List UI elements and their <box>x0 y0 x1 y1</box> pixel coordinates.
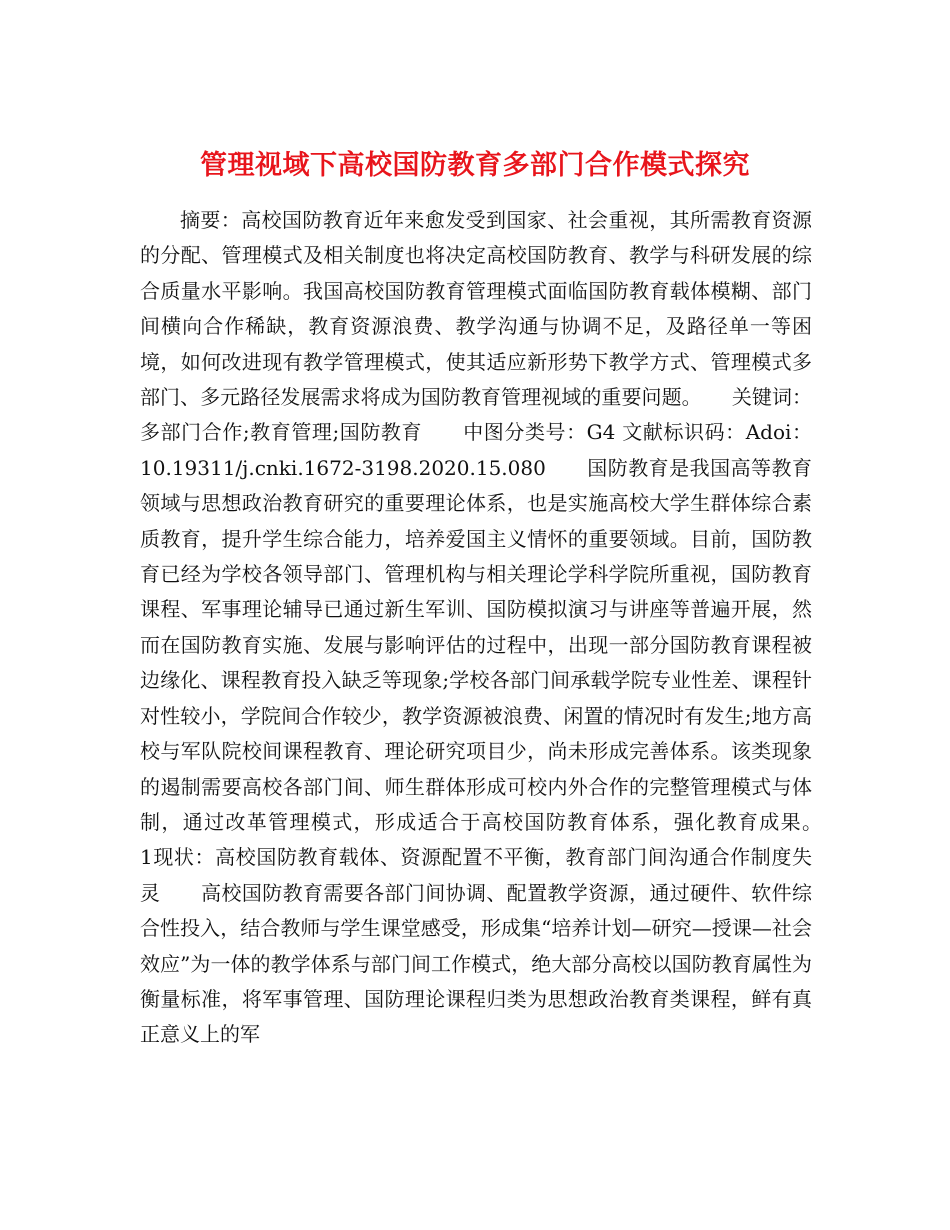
body-paragraph: 摘要：高校国防教育近年来愈发受到国家、社会重视，其所需教育资源的分配、管理模式及相关制度也将决定高校国防教育、教学与科研发展的综合质量水平影响。我国高校国防教育管理模式面临国防教育载体模糊、部门间横向合作稀缺，教育资源浪费、教学沟通与协调不足，及路径单一等困境，如何改进现有教学管理模式，使其适应新形势下教学方式、管理模式多部门、多元路径发展需求将成为国防教育管理视域的重要问题。 关键词：多部门合作;教育管理;国防教育 中图分类号：G4 文献标识码：Adoi：10.19311/j.cnki.1672-3198.2020.15.080 国防教育是我国高等教育领域与思想政治教育研究的重要理论体系，也是实施高校大学生群体综合素质教育，提升学生综合能力，培养爱国主义情怀的重要领域。目前，国防教育已经为学校各领导部门、管理机构与相关理论学科学院所重视，国防教育课程、军事理论辅导已通过新生军训、国防模拟演习与讲座等普遍开展，然而在国防教育实施、发展与影响评估的过程中，出现一部分国防教育课程被边缘化、课程教育投入缺乏等现象;学校各部门间承载学院专业性差、课程针对性较小，学院间合作较少，教学资源被浪费、闲置的情况时有发生;地方高校与军队院校间课程教育、理论研究项目少，尚未形成完善体系。该类现象的遏制需要高校各部门间、师生群体形成可校内外合作的完整管理模式与体制，通过改革管理模式，形成适合于高校国防教育体系，强化教育成果。 1现状：高校国防教育载体、资源配置不平衡，教育部门间沟通合作制度失灵 高校国防教育需要各部门间协调、配置教学资源，通过硬件、软件综合性投入，结合教师与学生课堂感受，形成集“培养计划—研究—授课—社会效应”为一体的教学体系与部门间工作模式，绝大部分高校以国防教育属性为衡量标准，将军事管理、国防理论课程归类为思想政治教育类课程，鲜有真正意义上的军 <box>140 208 852 1047</box>
document-title: 管理视域下高校国防教育多部门合作模式探究 <box>200 150 750 182</box>
document-body <box>140 203 852 1053</box>
